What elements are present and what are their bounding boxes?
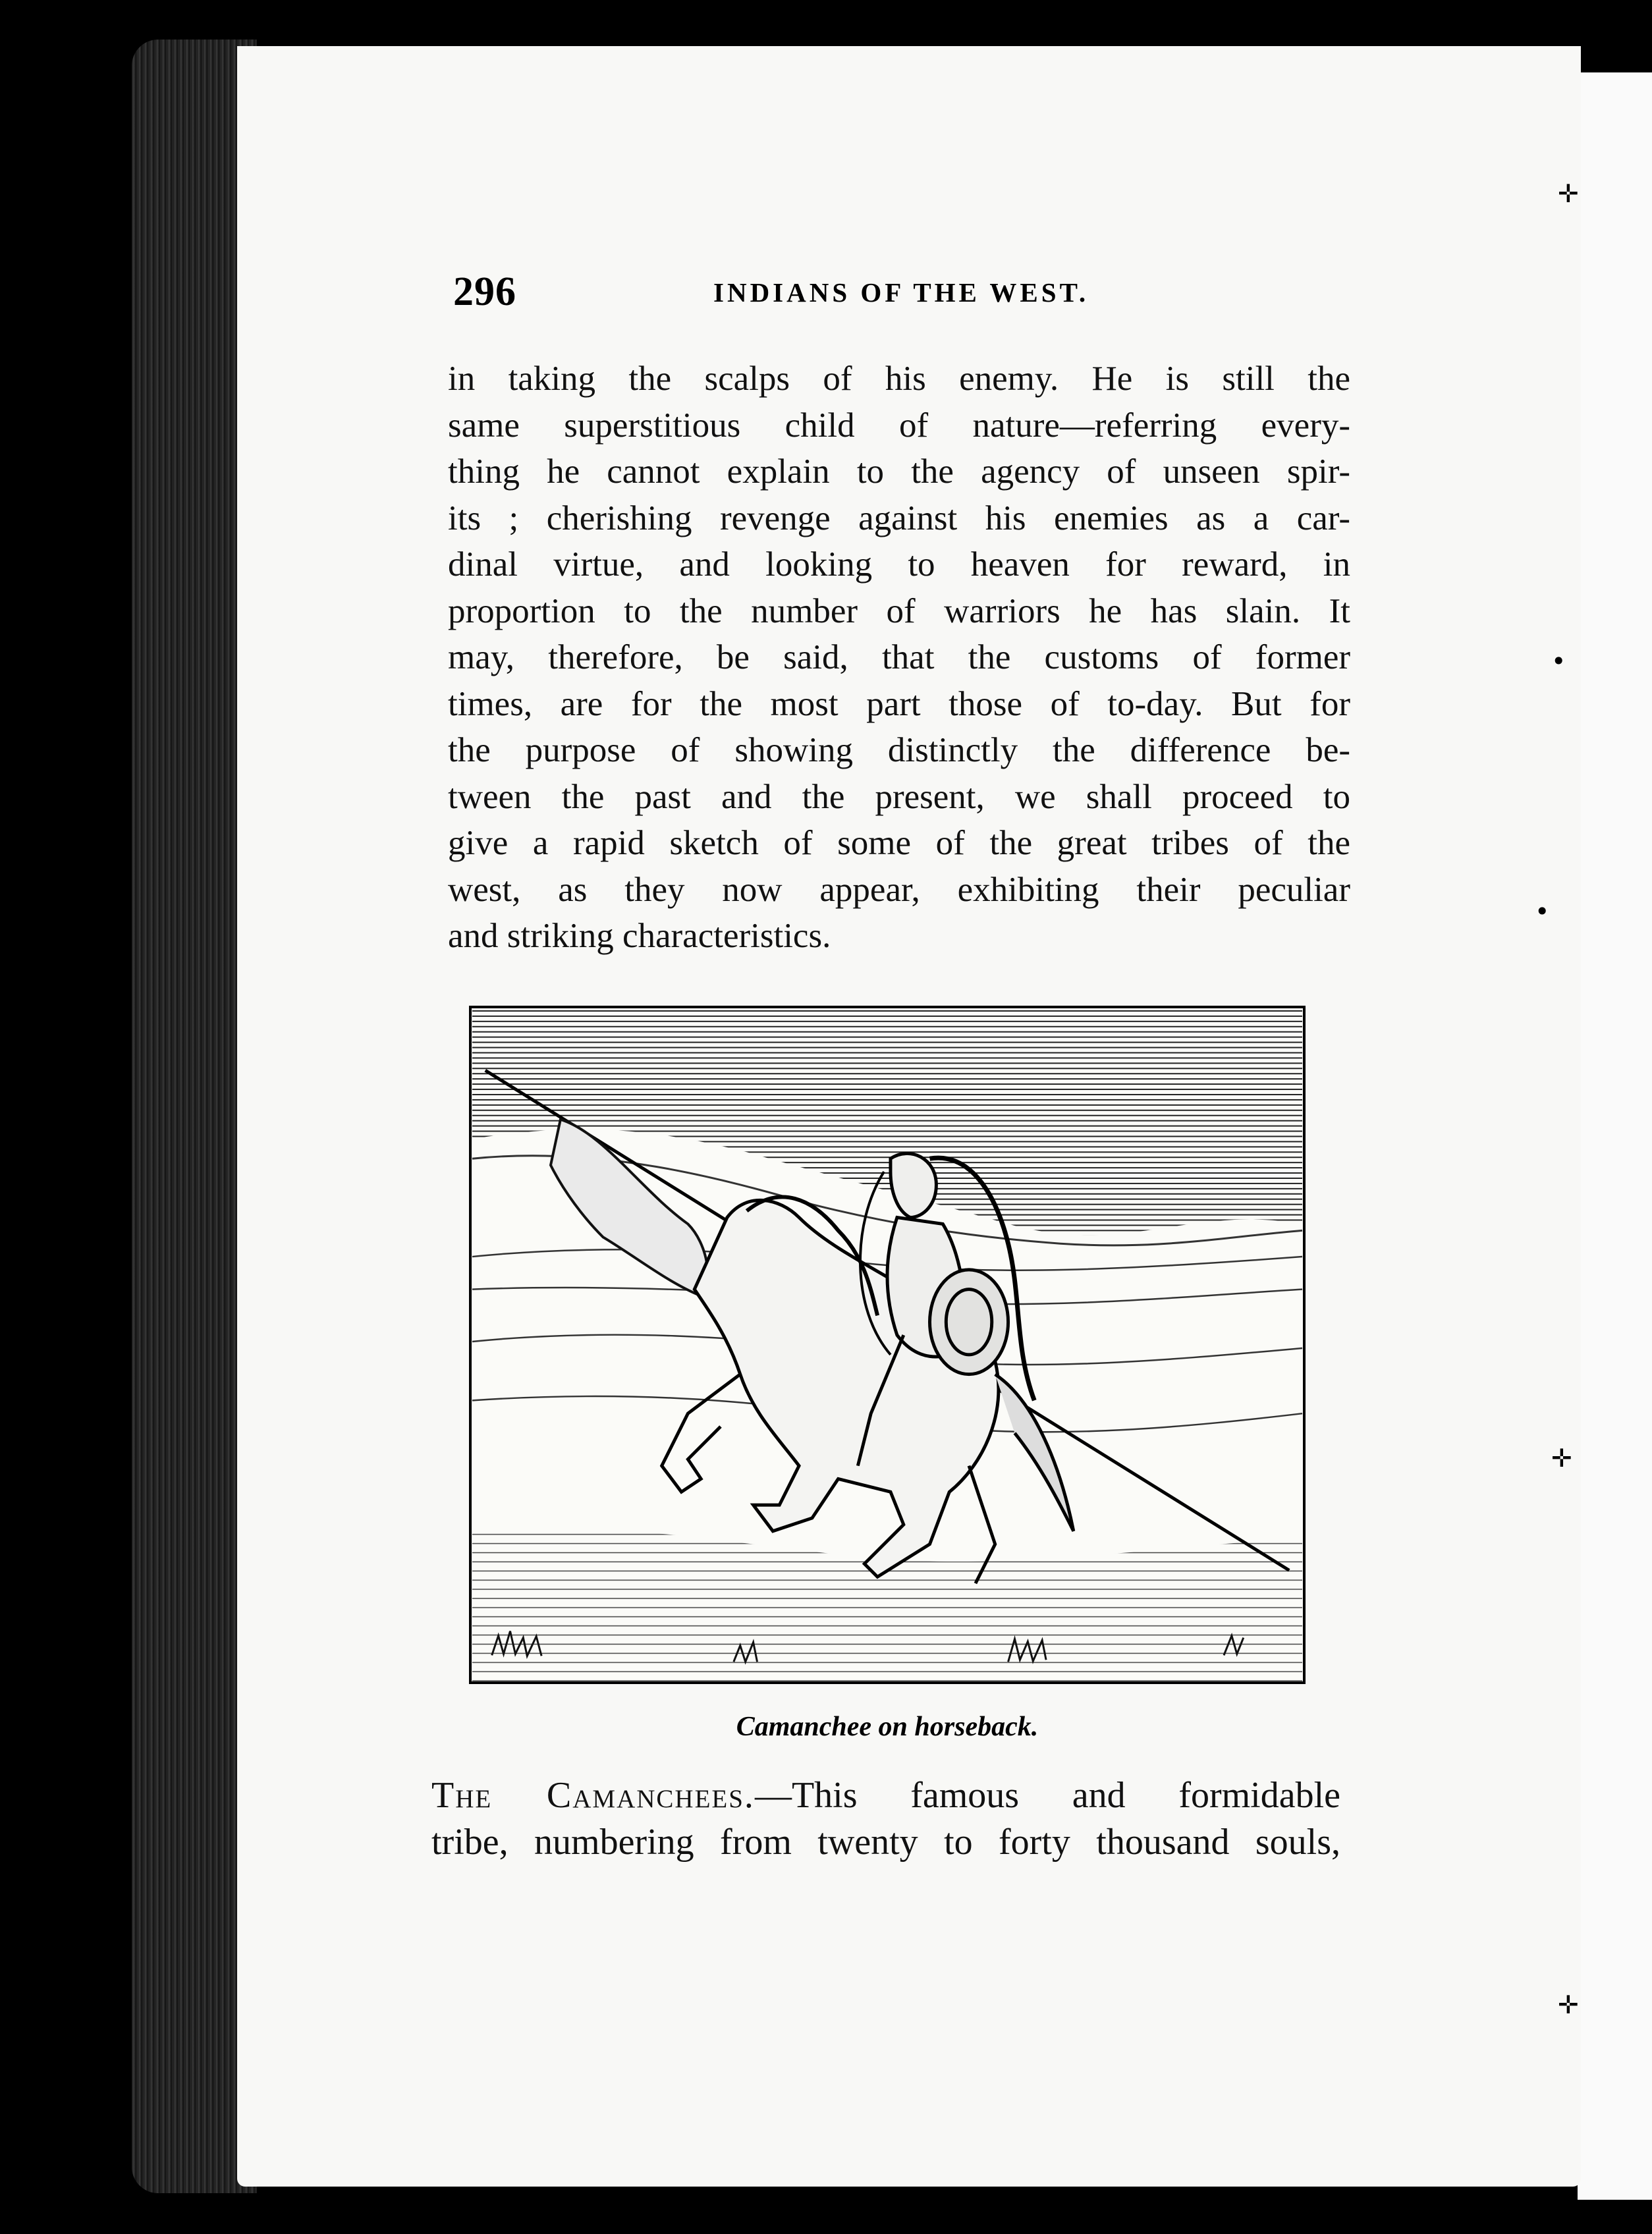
pennant <box>551 1120 708 1296</box>
figure-caption: Camanchee on horseback. <box>736 1712 1039 1742</box>
registration-mark: ✛ <box>1558 179 1579 208</box>
woodcut-illustration <box>469 1006 1306 1684</box>
text-line: proportion to the number of warriors he has slain. It <box>448 591 1350 630</box>
registration-mark: • <box>1535 897 1550 926</box>
text-line: tribe, numbering from twenty to forty thousand souls, <box>431 1821 1340 1863</box>
text-line: thing he cannot explain to the agency of unseen spir- <box>448 452 1350 491</box>
registration-mark: ✛ <box>1558 1990 1579 2019</box>
text-line: may, therefore, be said, that the customs of former <box>448 638 1350 676</box>
section-text: —This famous and formidable <box>754 1775 1340 1816</box>
text-line: give a rapid sketch of some of the great tribes of the <box>448 824 1350 862</box>
running-head: INDIANS OF THE WEST. <box>713 277 1089 308</box>
body-paragraph <box>448 356 1350 960</box>
section-paragraph <box>431 1772 1340 1865</box>
text-line: times, are for the most part those of to-day. But for <box>448 684 1350 723</box>
section-title: The Camanchees. <box>431 1775 755 1816</box>
section-first-line <box>431 1772 1340 1818</box>
text-line: dinal virtue, and looking to heaven for reward, in <box>448 545 1350 584</box>
text-line: in taking the scalps of his enemy. He is still the <box>448 360 1350 398</box>
page-number: 296 <box>453 269 516 314</box>
text-line: its ; cherishing revenge against his enemies as a car- <box>448 499 1350 537</box>
text-line: and striking characteristics. <box>448 917 831 955</box>
text-line: west, as they now appear, exhibiting their peculiar <box>448 870 1350 909</box>
text-line: the purpose of showing distinctly the difference be- <box>448 731 1350 769</box>
text-line: same superstitious child of nature—referring every- <box>448 406 1350 445</box>
text-line: tween the past and the present, we shall proceed to <box>448 777 1350 816</box>
next-page-edge <box>1578 72 1652 2200</box>
page-header <box>453 269 1349 315</box>
registration-mark: • <box>1551 647 1566 676</box>
registration-mark: ✛ <box>1551 1444 1572 1473</box>
